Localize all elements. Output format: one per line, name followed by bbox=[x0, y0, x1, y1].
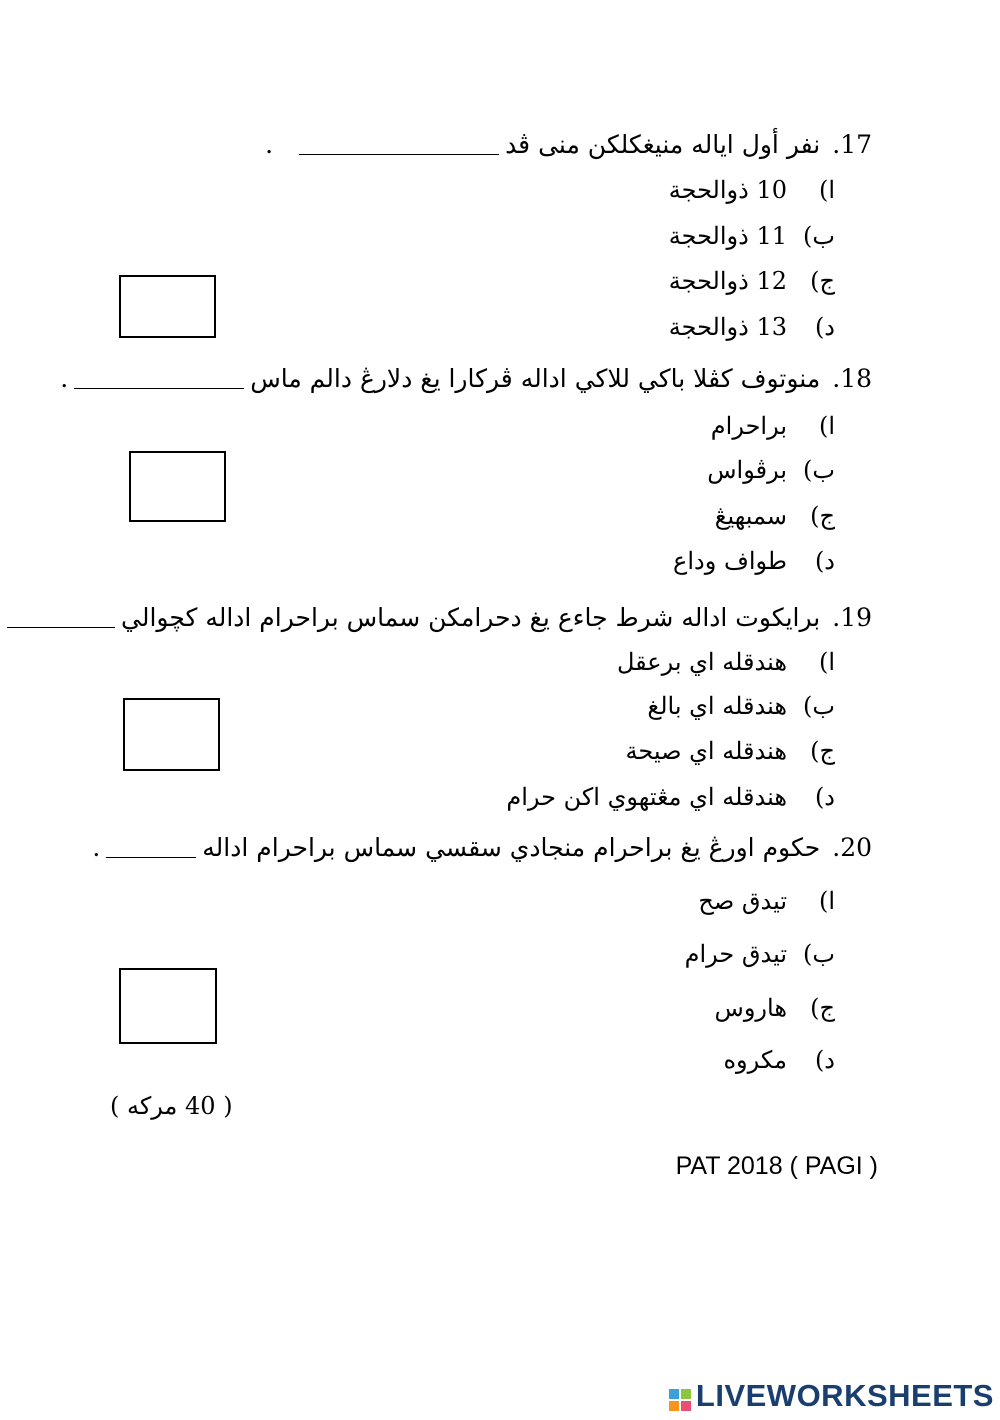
answer-box-19[interactable] bbox=[123, 698, 220, 771]
liveworksheets-logo-icon bbox=[668, 1384, 692, 1408]
option-label: ا) bbox=[818, 176, 835, 204]
option-d bbox=[506, 781, 835, 813]
answer-box-17[interactable] bbox=[119, 275, 216, 338]
option-label: ج) bbox=[810, 502, 835, 530]
question-number: 20. bbox=[832, 833, 872, 862]
option-text: تيدق صح bbox=[698, 887, 787, 915]
option-b bbox=[669, 220, 835, 252]
question-text: نفر أول اياله منيغكلكن منى ڤد bbox=[505, 130, 821, 159]
option-d bbox=[673, 545, 835, 577]
option-text: مكروه bbox=[723, 1046, 787, 1074]
answer-blank bbox=[74, 372, 244, 389]
question-end: . bbox=[265, 130, 274, 159]
option-label: ب) bbox=[803, 692, 835, 720]
question-18-stem bbox=[60, 362, 872, 396]
answer-blank bbox=[106, 841, 196, 858]
option-a bbox=[711, 410, 835, 442]
question-end bbox=[0, 603, 1, 632]
option-c bbox=[715, 992, 835, 1024]
answer-box-20[interactable] bbox=[119, 968, 217, 1044]
question-text: برايكوت اداله شرط جاءع يغ دحرامكن سماس براحرام اداله كچوالي bbox=[121, 603, 821, 632]
option-a bbox=[669, 174, 835, 206]
liveworksheets-brand[interactable] bbox=[668, 1378, 994, 1414]
answer-blank bbox=[299, 138, 499, 155]
option-label: ج) bbox=[810, 267, 835, 295]
option-label: ا) bbox=[818, 412, 835, 440]
option-c bbox=[715, 500, 835, 532]
option-text: 11 ذوالحجة bbox=[668, 222, 787, 250]
question-end: . bbox=[60, 364, 69, 393]
option-label: ج) bbox=[810, 737, 835, 765]
exam-footer: PAT 2018 ( PAGI ) bbox=[675, 1152, 878, 1180]
total-marks: ( 40 مركه ) bbox=[110, 1092, 233, 1120]
brand-text: LIVEWORKSHEETS bbox=[695, 1378, 994, 1413]
answer-box-18[interactable] bbox=[129, 451, 226, 522]
option-text: هندقله اي مڠتهوي اكن حرام bbox=[506, 783, 787, 811]
option-label: ا) bbox=[818, 887, 835, 915]
option-text: هندقله اي بالغ bbox=[647, 692, 787, 720]
option-label: ب) bbox=[803, 456, 835, 484]
question-number: 18. bbox=[832, 364, 872, 393]
option-label: د) bbox=[814, 313, 835, 341]
option-text: 13 ذوالحجة bbox=[668, 313, 787, 341]
option-text: تيدق حرام bbox=[684, 940, 787, 968]
option-label: د) bbox=[814, 783, 835, 811]
option-text: برڤواس bbox=[707, 456, 787, 484]
option-label: ب) bbox=[803, 222, 835, 250]
question-text: حكوم اورڠ يغ براحرام منجادي سقسي سماس براحرام اداله bbox=[202, 833, 821, 862]
option-b bbox=[707, 454, 835, 486]
question-17-stem bbox=[265, 128, 872, 162]
question-text: منوتوف كڤلا باكي للاكي اداله ڤركارا يغ دلارڠ دالم ماس bbox=[250, 364, 821, 393]
question-number: 17. bbox=[832, 130, 872, 159]
answer-blank bbox=[7, 611, 115, 628]
option-d bbox=[723, 1044, 835, 1076]
option-c bbox=[626, 735, 835, 767]
option-text: هندقله اي صيحة bbox=[625, 737, 787, 765]
option-label: ا) bbox=[818, 648, 835, 676]
option-label: د) bbox=[814, 1046, 835, 1074]
option-text: هندقله اي برعقل bbox=[616, 648, 787, 676]
option-a bbox=[617, 646, 835, 678]
option-text: هاروس bbox=[714, 994, 787, 1022]
option-b bbox=[685, 938, 835, 970]
option-text: براحرام bbox=[710, 412, 787, 440]
option-text: سمبهيڠ bbox=[714, 502, 787, 530]
question-20-stem bbox=[92, 831, 872, 865]
option-label: د) bbox=[814, 547, 835, 575]
option-text: 10 ذوالحجة bbox=[668, 176, 787, 204]
option-text: 12 ذوالحجة bbox=[668, 267, 787, 295]
option-label: ب) bbox=[803, 940, 835, 968]
question-number: 19. bbox=[832, 603, 872, 632]
option-text: طواف وداع bbox=[673, 547, 787, 575]
question-19-stem bbox=[0, 601, 872, 635]
option-d bbox=[669, 311, 835, 343]
option-c bbox=[669, 265, 835, 297]
option-a bbox=[698, 885, 835, 917]
option-label: ج) bbox=[810, 994, 835, 1022]
question-end: . bbox=[92, 833, 101, 862]
option-b bbox=[647, 690, 835, 722]
